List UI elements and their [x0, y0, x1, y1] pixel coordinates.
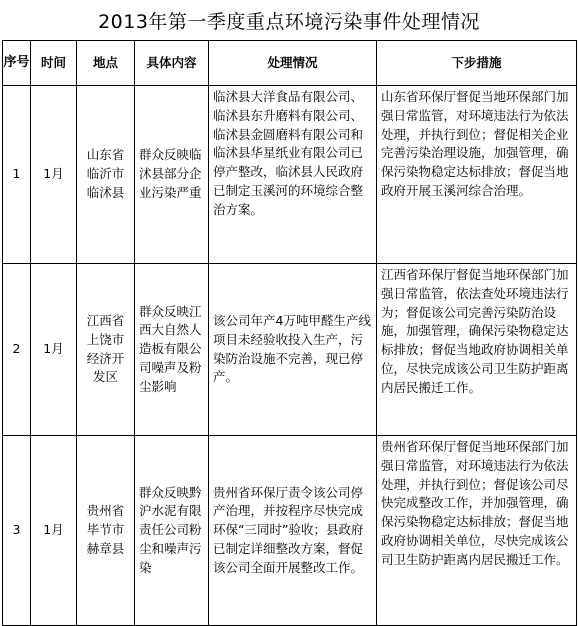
document-title: 2013年第一季度重点环境污染事件处理情况 [98, 10, 480, 33]
table-header-row [3, 41, 577, 86]
row-location [77, 86, 135, 264]
row-time: 1月 [31, 436, 77, 626]
row-index: 3 [3, 436, 31, 626]
row-content-text: 群众反映黔沪水泥有限责任公司粉尘和噪声污染 [139, 484, 202, 575]
row-location-text: 贵州省毕节市赫章县 [86, 503, 125, 556]
row-handling: 贵州省环保厅责令该公司停产治理，并按程序尽快完成环保“三同时”验收；县政府已制定详细整改方案，督促该公司全面开展整改工作。 [209, 436, 377, 626]
row-location-text: 山东省临沂市临沭县 [86, 147, 125, 200]
header-next-steps: 下步措施 [377, 41, 577, 86]
header-location: 地点 [77, 41, 135, 86]
row-content [135, 436, 209, 626]
row-next-steps: 山东省环保厅督促当地环保部门加强日常监管，对环境违法行为依法处理，并执行到位；督促相关企业完善污染治理设施，加强管理，确保污染物稳定达标排放；督促当地政府开展玉溪河综合治理。 [377, 86, 577, 264]
row-content-text: 群众反映江西大自然人造板有限公司噪声及粉尘影响 [139, 303, 202, 394]
events-table [2, 40, 577, 626]
header-content: 具体内容 [135, 41, 209, 86]
header-handling: 处理情况 [209, 41, 377, 86]
row-content [135, 264, 209, 436]
header-index: 序号 [3, 41, 31, 86]
row-next-steps: 江西省环保厅督促当地环保部门加强日常监管，依法查处环境违法行为；督促该公司完善污染防治设施，加强管理，确保污染物稳定达标排放；督促当地政府协调相关单位，尽快完成该公司卫生防护距离内居民搬迁工作。 [377, 264, 577, 436]
row-content [135, 86, 209, 264]
table-row [3, 436, 577, 626]
row-location-text: 江西省上饶市经济开发区 [86, 313, 125, 385]
row-location [77, 436, 135, 626]
row-next-steps: 贵州省环保厅督促当地环保部门加强日常监管，对环境违法行为依法处理，并执行到位；督促该公司尽快完成整改工作，并加强管理，确保污染物稳定达标排放；督促当地政府协调相关单位，尽快完成该公司卫生防护距离内居民搬迁工作。 [377, 436, 577, 626]
row-time: 1月 [31, 264, 77, 436]
table-row [3, 86, 577, 264]
row-location [77, 264, 135, 436]
row-handling: 该公司年产4万吨甲醛生产线项目未经验收投入生产，污染防治设施不完善，现已停产。 [209, 264, 377, 436]
table-row [3, 264, 577, 436]
row-content-text: 群众反映临沭县部分企业污染严重 [139, 147, 202, 200]
row-index: 1 [3, 86, 31, 264]
row-handling: 临沭县大洋食品有限公司、临沭县东升磨料有限公司、临沭县金圆磨料有限公司和临沭县华星纸业有限公司已停产整改，临沭县人民政府已制定玉溪河的环境综合整治方案。 [209, 86, 377, 264]
header-time: 时间 [31, 41, 77, 86]
row-time: 1月 [31, 86, 77, 264]
row-index: 2 [3, 264, 31, 436]
